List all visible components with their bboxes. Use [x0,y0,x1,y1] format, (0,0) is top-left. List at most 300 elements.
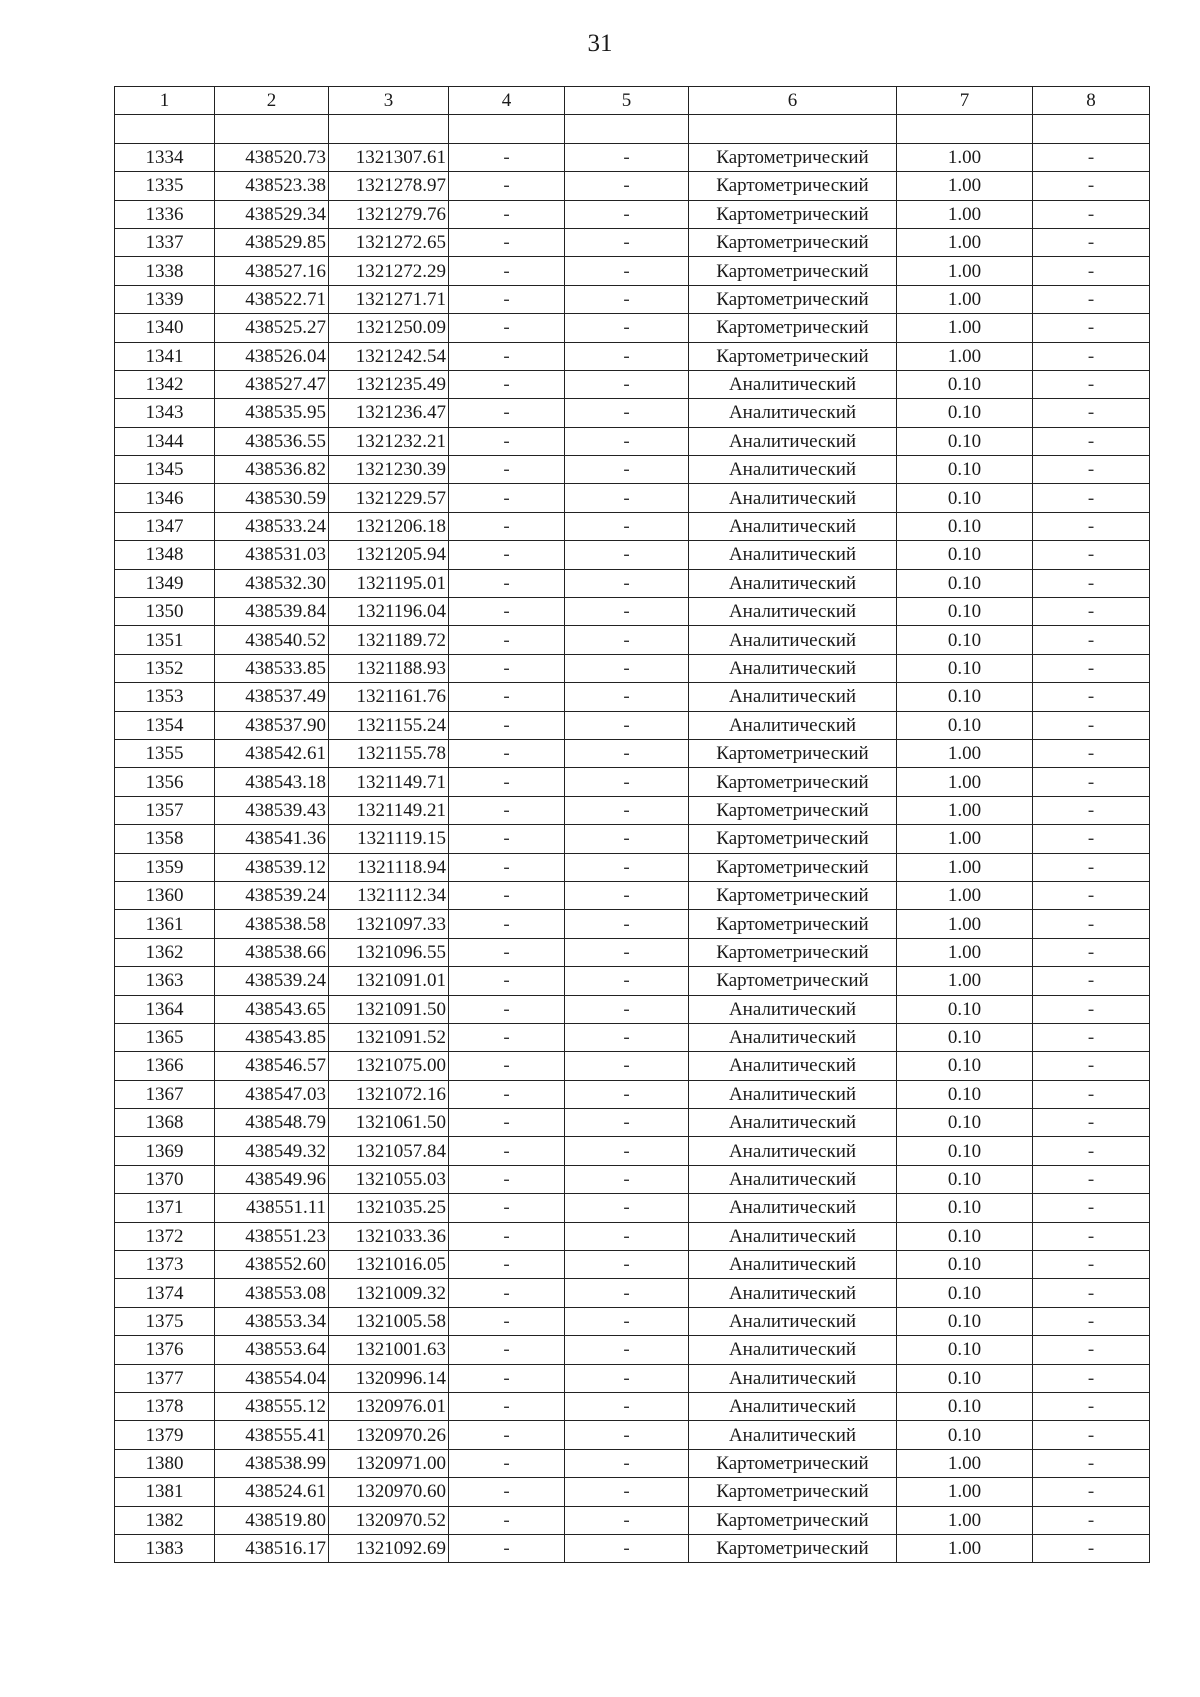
col5-cell: - [565,342,689,370]
col8-cell: - [1033,569,1150,597]
method-cell: Картометрический [689,143,897,171]
table-row [115,1478,1150,1506]
y-coordinate-cell: 1321091.50 [329,995,449,1023]
method-cell: Аналитический [689,512,897,540]
y-coordinate-cell: 1321119.15 [329,825,449,853]
col5-cell: - [565,1080,689,1108]
col8-cell: - [1033,484,1150,512]
table-row [115,1222,1150,1250]
col4-cell: - [449,1137,565,1165]
col5-cell: - [565,853,689,881]
table-row [115,1392,1150,1420]
column-header: 4 [449,87,565,115]
x-coordinate-cell: 438552.60 [215,1251,329,1279]
col8-cell: - [1033,967,1150,995]
col5-cell: - [565,626,689,654]
accuracy-cell: 0.10 [897,626,1033,654]
col4-cell: - [449,143,565,171]
col4-cell: - [449,1534,565,1562]
method-cell: Аналитический [689,370,897,398]
x-coordinate-cell: 438546.57 [215,1052,329,1080]
col8-cell: - [1033,370,1150,398]
method-cell: Картометрический [689,739,897,767]
accuracy-cell: 0.10 [897,1251,1033,1279]
empty-cell [565,115,689,143]
col4-cell: - [449,1279,565,1307]
point-number-cell: 1365 [115,1023,215,1051]
col8-cell: - [1033,796,1150,824]
col8-cell: - [1033,1336,1150,1364]
table-row [115,711,1150,739]
col8-cell: - [1033,1506,1150,1534]
col5-cell: - [565,938,689,966]
col8-cell: - [1033,598,1150,626]
col4-cell: - [449,967,565,995]
point-number-cell: 1369 [115,1137,215,1165]
col8-cell: - [1033,1307,1150,1335]
col8-cell: - [1033,995,1150,1023]
col8-cell: - [1033,1421,1150,1449]
point-number-cell: 1346 [115,484,215,512]
col8-cell: - [1033,1080,1150,1108]
table-body [115,143,1150,1563]
method-cell: Аналитический [689,626,897,654]
col8-cell: - [1033,257,1150,285]
col8-cell: - [1033,512,1150,540]
col4-cell: - [449,683,565,711]
col4-cell: - [449,1052,565,1080]
accuracy-cell: 0.10 [897,484,1033,512]
col4-cell: - [449,257,565,285]
y-coordinate-cell: 1321155.24 [329,711,449,739]
accuracy-cell: 0.10 [897,654,1033,682]
table-row [115,1251,1150,1279]
method-cell: Аналитический [689,427,897,455]
col4-cell: - [449,853,565,881]
col4-cell: - [449,910,565,938]
column-header: 2 [215,87,329,115]
y-coordinate-cell: 1321075.00 [329,1052,449,1080]
method-cell: Аналитический [689,1392,897,1420]
method-cell: Аналитический [689,1109,897,1137]
accuracy-cell: 1.00 [897,200,1033,228]
x-coordinate-cell: 438539.12 [215,853,329,881]
accuracy-cell: 0.10 [897,1194,1033,1222]
col4-cell: - [449,1222,565,1250]
x-coordinate-cell: 438551.11 [215,1194,329,1222]
method-cell: Аналитический [689,484,897,512]
table-row [115,1279,1150,1307]
col5-cell: - [565,1194,689,1222]
col5-cell: - [565,257,689,285]
col5-cell: - [565,711,689,739]
accuracy-cell: 0.10 [897,1080,1033,1108]
x-coordinate-cell: 438533.24 [215,512,329,540]
col5-cell: - [565,1109,689,1137]
col5-cell: - [565,228,689,256]
y-coordinate-cell: 1321250.09 [329,314,449,342]
table-row [115,598,1150,626]
col5-cell: - [565,484,689,512]
method-cell: Картометрический [689,1534,897,1562]
accuracy-cell: 1.00 [897,938,1033,966]
method-cell: Аналитический [689,1251,897,1279]
col8-cell: - [1033,881,1150,909]
table-row [115,1137,1150,1165]
method-cell: Картометрический [689,1506,897,1534]
col5-cell: - [565,598,689,626]
method-cell: Картометрический [689,228,897,256]
col8-cell: - [1033,1392,1150,1420]
col4-cell: - [449,796,565,824]
empty-row [115,115,1150,143]
x-coordinate-cell: 438529.34 [215,200,329,228]
col8-cell: - [1033,1534,1150,1562]
point-number-cell: 1368 [115,1109,215,1137]
y-coordinate-cell: 1321061.50 [329,1109,449,1137]
table-row [115,541,1150,569]
x-coordinate-cell: 438539.24 [215,967,329,995]
y-coordinate-cell: 1320976.01 [329,1392,449,1420]
point-number-cell: 1348 [115,541,215,569]
col5-cell: - [565,1449,689,1477]
x-coordinate-cell: 438549.32 [215,1137,329,1165]
point-number-cell: 1351 [115,626,215,654]
col8-cell: - [1033,910,1150,938]
y-coordinate-cell: 1321155.78 [329,739,449,767]
method-cell: Картометрический [689,910,897,938]
method-cell: Аналитический [689,683,897,711]
col5-cell: - [565,399,689,427]
col4-cell: - [449,172,565,200]
y-coordinate-cell: 1321005.58 [329,1307,449,1335]
x-coordinate-cell: 438555.41 [215,1421,329,1449]
col5-cell: - [565,1307,689,1335]
table-row [115,512,1150,540]
y-coordinate-cell: 1320996.14 [329,1364,449,1392]
accuracy-cell: 0.10 [897,569,1033,597]
y-coordinate-cell: 1321035.25 [329,1194,449,1222]
col8-cell: - [1033,1109,1150,1137]
col5-cell: - [565,1336,689,1364]
col4-cell: - [449,1023,565,1051]
y-coordinate-cell: 1321206.18 [329,512,449,540]
method-cell: Картометрический [689,314,897,342]
col4-cell: - [449,1449,565,1477]
table-row [115,1080,1150,1108]
col4-cell: - [449,370,565,398]
table-row [115,399,1150,427]
x-coordinate-cell: 438535.95 [215,399,329,427]
table-row [115,1052,1150,1080]
x-coordinate-cell: 438538.58 [215,910,329,938]
accuracy-cell: 0.10 [897,1336,1033,1364]
y-coordinate-cell: 1321009.32 [329,1279,449,1307]
point-number-cell: 1370 [115,1165,215,1193]
point-number-cell: 1366 [115,1052,215,1080]
point-number-cell: 1337 [115,228,215,256]
table-row [115,285,1150,313]
table-row [115,967,1150,995]
x-coordinate-cell: 438524.61 [215,1478,329,1506]
table-row [115,143,1150,171]
col8-cell: - [1033,342,1150,370]
col5-cell: - [565,825,689,853]
table-row [115,484,1150,512]
col4-cell: - [449,541,565,569]
table-row [115,1506,1150,1534]
col4-cell: - [449,1336,565,1364]
method-cell: Аналитический [689,456,897,484]
col4-cell: - [449,569,565,597]
point-number-cell: 1367 [115,1080,215,1108]
y-coordinate-cell: 1320970.60 [329,1478,449,1506]
method-cell: Картометрический [689,967,897,995]
col4-cell: - [449,1478,565,1506]
table-row [115,1023,1150,1051]
y-coordinate-cell: 1321096.55 [329,938,449,966]
col4-cell: - [449,484,565,512]
accuracy-cell: 1.00 [897,257,1033,285]
point-number-cell: 1377 [115,1364,215,1392]
col8-cell: - [1033,399,1150,427]
empty-cell [329,115,449,143]
column-header: 3 [329,87,449,115]
col4-cell: - [449,598,565,626]
y-coordinate-cell: 1321097.33 [329,910,449,938]
y-coordinate-cell: 1321278.97 [329,172,449,200]
table-row [115,172,1150,200]
empty-cell [215,115,329,143]
point-number-cell: 1375 [115,1307,215,1335]
method-cell: Аналитический [689,1421,897,1449]
col4-cell: - [449,1080,565,1108]
x-coordinate-cell: 438537.90 [215,711,329,739]
point-number-cell: 1335 [115,172,215,200]
col4-cell: - [449,938,565,966]
point-number-cell: 1352 [115,654,215,682]
point-number-cell: 1344 [115,427,215,455]
x-coordinate-cell: 438553.64 [215,1336,329,1364]
method-cell: Картометрический [689,796,897,824]
x-coordinate-cell: 438530.59 [215,484,329,512]
accuracy-cell: 1.00 [897,342,1033,370]
x-coordinate-cell: 438525.27 [215,314,329,342]
col8-cell: - [1033,739,1150,767]
table-row [115,228,1150,256]
col5-cell: - [565,739,689,767]
col8-cell: - [1033,143,1150,171]
table-row [115,1336,1150,1364]
table-row [115,1449,1150,1477]
point-number-cell: 1358 [115,825,215,853]
col8-cell: - [1033,172,1150,200]
empty-cell [689,115,897,143]
point-number-cell: 1373 [115,1251,215,1279]
table-row [115,1194,1150,1222]
table-row [115,910,1150,938]
accuracy-cell: 1.00 [897,1506,1033,1534]
col8-cell: - [1033,711,1150,739]
accuracy-cell: 1.00 [897,796,1033,824]
y-coordinate-cell: 1321161.76 [329,683,449,711]
y-coordinate-cell: 1321307.61 [329,143,449,171]
col8-cell: - [1033,200,1150,228]
col8-cell: - [1033,1364,1150,1392]
col5-cell: - [565,995,689,1023]
point-number-cell: 1382 [115,1506,215,1534]
accuracy-cell: 1.00 [897,1534,1033,1562]
x-coordinate-cell: 438538.66 [215,938,329,966]
point-number-cell: 1359 [115,853,215,881]
method-cell: Аналитический [689,1165,897,1193]
accuracy-cell: 0.10 [897,456,1033,484]
col4-cell: - [449,1506,565,1534]
table-row [115,200,1150,228]
x-coordinate-cell: 438543.85 [215,1023,329,1051]
col5-cell: - [565,200,689,228]
col4-cell: - [449,456,565,484]
table-row [115,938,1150,966]
accuracy-cell: 1.00 [897,1478,1033,1506]
col5-cell: - [565,881,689,909]
accuracy-cell: 1.00 [897,285,1033,313]
col8-cell: - [1033,1251,1150,1279]
y-coordinate-cell: 1321092.69 [329,1534,449,1562]
x-coordinate-cell: 438542.61 [215,739,329,767]
y-coordinate-cell: 1321242.54 [329,342,449,370]
table-row [115,314,1150,342]
y-coordinate-cell: 1321230.39 [329,456,449,484]
table-row [115,825,1150,853]
point-number-cell: 1360 [115,881,215,909]
accuracy-cell: 0.10 [897,427,1033,455]
x-coordinate-cell: 438537.49 [215,683,329,711]
col4-cell: - [449,1109,565,1137]
point-number-cell: 1349 [115,569,215,597]
point-number-cell: 1363 [115,967,215,995]
table-row [115,1109,1150,1137]
col5-cell: - [565,143,689,171]
x-coordinate-cell: 438526.04 [215,342,329,370]
col5-cell: - [565,1251,689,1279]
y-coordinate-cell: 1321232.21 [329,427,449,455]
y-coordinate-cell: 1321189.72 [329,626,449,654]
method-cell: Аналитический [689,569,897,597]
col4-cell: - [449,654,565,682]
col4-cell: - [449,1364,565,1392]
col8-cell: - [1033,1478,1150,1506]
col5-cell: - [565,1392,689,1420]
coordinates-table [114,86,1150,1563]
x-coordinate-cell: 438533.85 [215,654,329,682]
point-number-cell: 1347 [115,512,215,540]
y-coordinate-cell: 1320971.00 [329,1449,449,1477]
method-cell: Картометрический [689,853,897,881]
point-number-cell: 1353 [115,683,215,711]
table-row [115,683,1150,711]
page-number: 31 [587,30,613,57]
col8-cell: - [1033,427,1150,455]
y-coordinate-cell: 1321236.47 [329,399,449,427]
y-coordinate-cell: 1321112.34 [329,881,449,909]
accuracy-cell: 0.10 [897,995,1033,1023]
point-number-cell: 1376 [115,1336,215,1364]
x-coordinate-cell: 438555.12 [215,1392,329,1420]
table-row [115,257,1150,285]
table-row [115,342,1150,370]
y-coordinate-cell: 1320970.52 [329,1506,449,1534]
method-cell: Аналитический [689,1364,897,1392]
y-coordinate-cell: 1321072.16 [329,1080,449,1108]
accuracy-cell: 0.10 [897,1392,1033,1420]
method-cell: Картометрический [689,342,897,370]
col5-cell: - [565,172,689,200]
col8-cell: - [1033,228,1150,256]
point-number-cell: 1372 [115,1222,215,1250]
col4-cell: - [449,739,565,767]
accuracy-cell: 1.00 [897,825,1033,853]
x-coordinate-cell: 438527.16 [215,257,329,285]
col5-cell: - [565,569,689,597]
col8-cell: - [1033,938,1150,966]
col5-cell: - [565,314,689,342]
method-cell: Картометрический [689,257,897,285]
point-number-cell: 1343 [115,399,215,427]
col4-cell: - [449,399,565,427]
point-number-cell: 1341 [115,342,215,370]
method-cell: Аналитический [689,995,897,1023]
table-row [115,881,1150,909]
y-coordinate-cell: 1321033.36 [329,1222,449,1250]
col5-cell: - [565,512,689,540]
table-row [115,1534,1150,1562]
table-row [115,427,1150,455]
method-cell: Аналитический [689,1194,897,1222]
x-coordinate-cell: 438549.96 [215,1165,329,1193]
x-coordinate-cell: 438522.71 [215,285,329,313]
col5-cell: - [565,768,689,796]
method-cell: Аналитический [689,1080,897,1108]
col8-cell: - [1033,1165,1150,1193]
x-coordinate-cell: 438543.65 [215,995,329,1023]
accuracy-cell: 1.00 [897,228,1033,256]
accuracy-cell: 0.10 [897,1137,1033,1165]
table-row [115,796,1150,824]
column-header: 1 [115,87,215,115]
col4-cell: - [449,1251,565,1279]
point-number-cell: 1336 [115,200,215,228]
x-coordinate-cell: 438531.03 [215,541,329,569]
method-cell: Картометрический [689,200,897,228]
col8-cell: - [1033,1222,1150,1250]
col8-cell: - [1033,285,1150,313]
x-coordinate-cell: 438540.52 [215,626,329,654]
point-number-cell: 1371 [115,1194,215,1222]
accuracy-cell: 1.00 [897,910,1033,938]
empty-cell [449,115,565,143]
accuracy-cell: 1.00 [897,739,1033,767]
table-row [115,626,1150,654]
accuracy-cell: 0.10 [897,1307,1033,1335]
x-coordinate-cell: 438520.73 [215,143,329,171]
x-coordinate-cell: 438547.03 [215,1080,329,1108]
col8-cell: - [1033,1194,1150,1222]
accuracy-cell: 0.10 [897,541,1033,569]
accuracy-cell: 1.00 [897,881,1033,909]
point-number-cell: 1362 [115,938,215,966]
accuracy-cell: 0.10 [897,1364,1033,1392]
